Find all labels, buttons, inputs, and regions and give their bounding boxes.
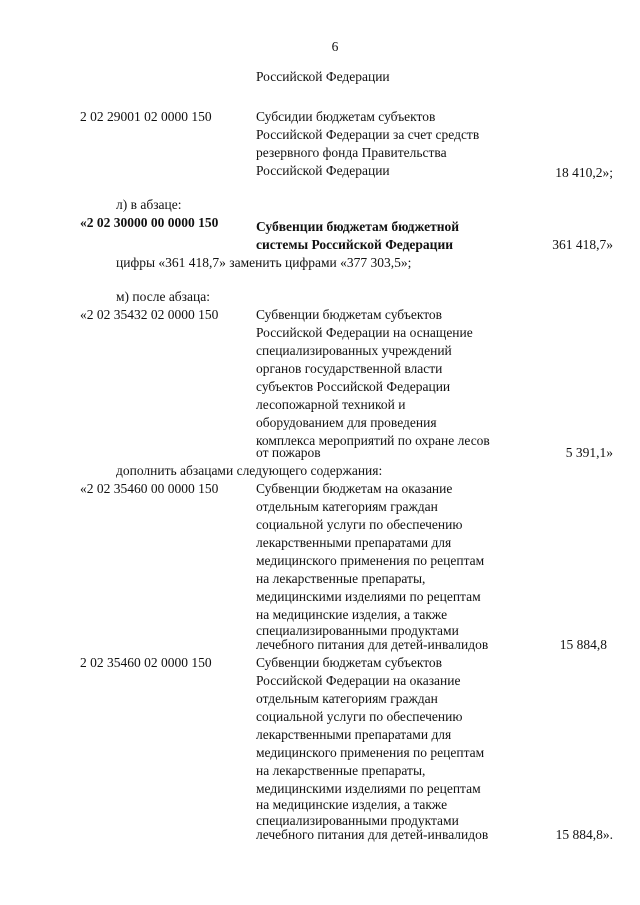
description-line: от пожаров — [256, 445, 321, 460]
description-line: Российской Федерации за счет средств — [256, 127, 480, 142]
description-line: Российской Федерации на оснащение — [256, 325, 473, 340]
description-line: специализированными продуктами — [256, 623, 459, 638]
amount: 18 410,2»; — [555, 165, 613, 180]
description-line: медицинского применения по рецептам — [256, 553, 485, 568]
description-line: Российской Федерации на оказание — [256, 673, 461, 688]
description-line: медицинскими изделиями по рецептам — [256, 589, 481, 604]
amount: 361 418,7» — [552, 237, 613, 252]
amount: 15 884,8 — [559, 637, 607, 652]
amount: 15 884,8». — [555, 827, 613, 842]
description-line: специализированными продуктами — [256, 813, 459, 828]
description-line: лечебного питания для детей-инвалидов — [256, 637, 489, 652]
description-line: Российской Федерации — [256, 163, 390, 178]
description-line: Субвенции бюджетам субъектов — [256, 307, 443, 322]
description-line: Субсидии бюджетам субъектов — [256, 109, 436, 124]
description-line: лечебного питания для детей-инвалидов — [256, 827, 489, 842]
budget-code: «2 02 35460 00 0000 150 — [80, 481, 219, 496]
budget-code: 2 02 29001 02 0000 150 — [80, 109, 212, 124]
description-line: Субвенции бюджетам субъектов — [256, 655, 443, 670]
description-line: на лекарственные препараты, — [256, 571, 426, 586]
description-line: резервного фонда Правительства — [256, 145, 447, 160]
description-line: лесопожарной техникой и — [256, 397, 406, 412]
description-line: на лекарственные препараты, — [256, 763, 426, 778]
description-line: лекарственными препаратами для — [256, 727, 452, 742]
add-note: дополнить абзацами следующего содержания: — [116, 463, 383, 478]
description-line: Субвенции бюджетам на оказание — [256, 481, 453, 496]
description-line: отдельным категориям граждан — [256, 499, 438, 514]
description-line: Субвенции бюджетам бюджетной — [256, 219, 460, 234]
description-line: лекарственными препаратами для — [256, 535, 452, 550]
description-line: специализированных учреждений — [256, 343, 452, 358]
budget-code: «2 02 35432 02 0000 150 — [80, 307, 219, 322]
description-line: на медицинские изделия, а также — [256, 797, 448, 812]
description-line: системы Российской Федерации — [256, 237, 454, 252]
description-line: социальной услуги по обеспечению — [256, 709, 463, 724]
continued-text: Российской Федерации — [256, 69, 390, 84]
description-line: оборудованием для проведения — [256, 415, 437, 430]
description-line: отдельным категориям граждан — [256, 691, 438, 706]
replace-note: цифры «361 418,7» заменить цифрами «377 303,5»; — [116, 255, 412, 270]
budget-code: 2 02 35460 02 0000 150 — [80, 655, 212, 670]
description-line: комплекса мероприятий по охране лесов — [256, 433, 490, 448]
page-number: 6 — [331, 39, 339, 54]
description-line: медицинского применения по рецептам — [256, 745, 485, 760]
amount: 5 391,1» — [565, 445, 613, 460]
description-line: органов государственной власти — [256, 361, 443, 376]
description-line: субъектов Российской Федерации — [256, 379, 451, 394]
amendment-intro: л) в абзаце: — [116, 197, 182, 212]
description-line: на медицинские изделия, а также — [256, 607, 448, 622]
description-line: социальной услуги по обеспечению — [256, 517, 463, 532]
budget-code: «2 02 30000 00 0000 150 — [80, 215, 219, 230]
amendment-intro: м) после абзаца: — [116, 289, 210, 304]
description-line: медицинскими изделиями по рецептам — [256, 781, 481, 796]
